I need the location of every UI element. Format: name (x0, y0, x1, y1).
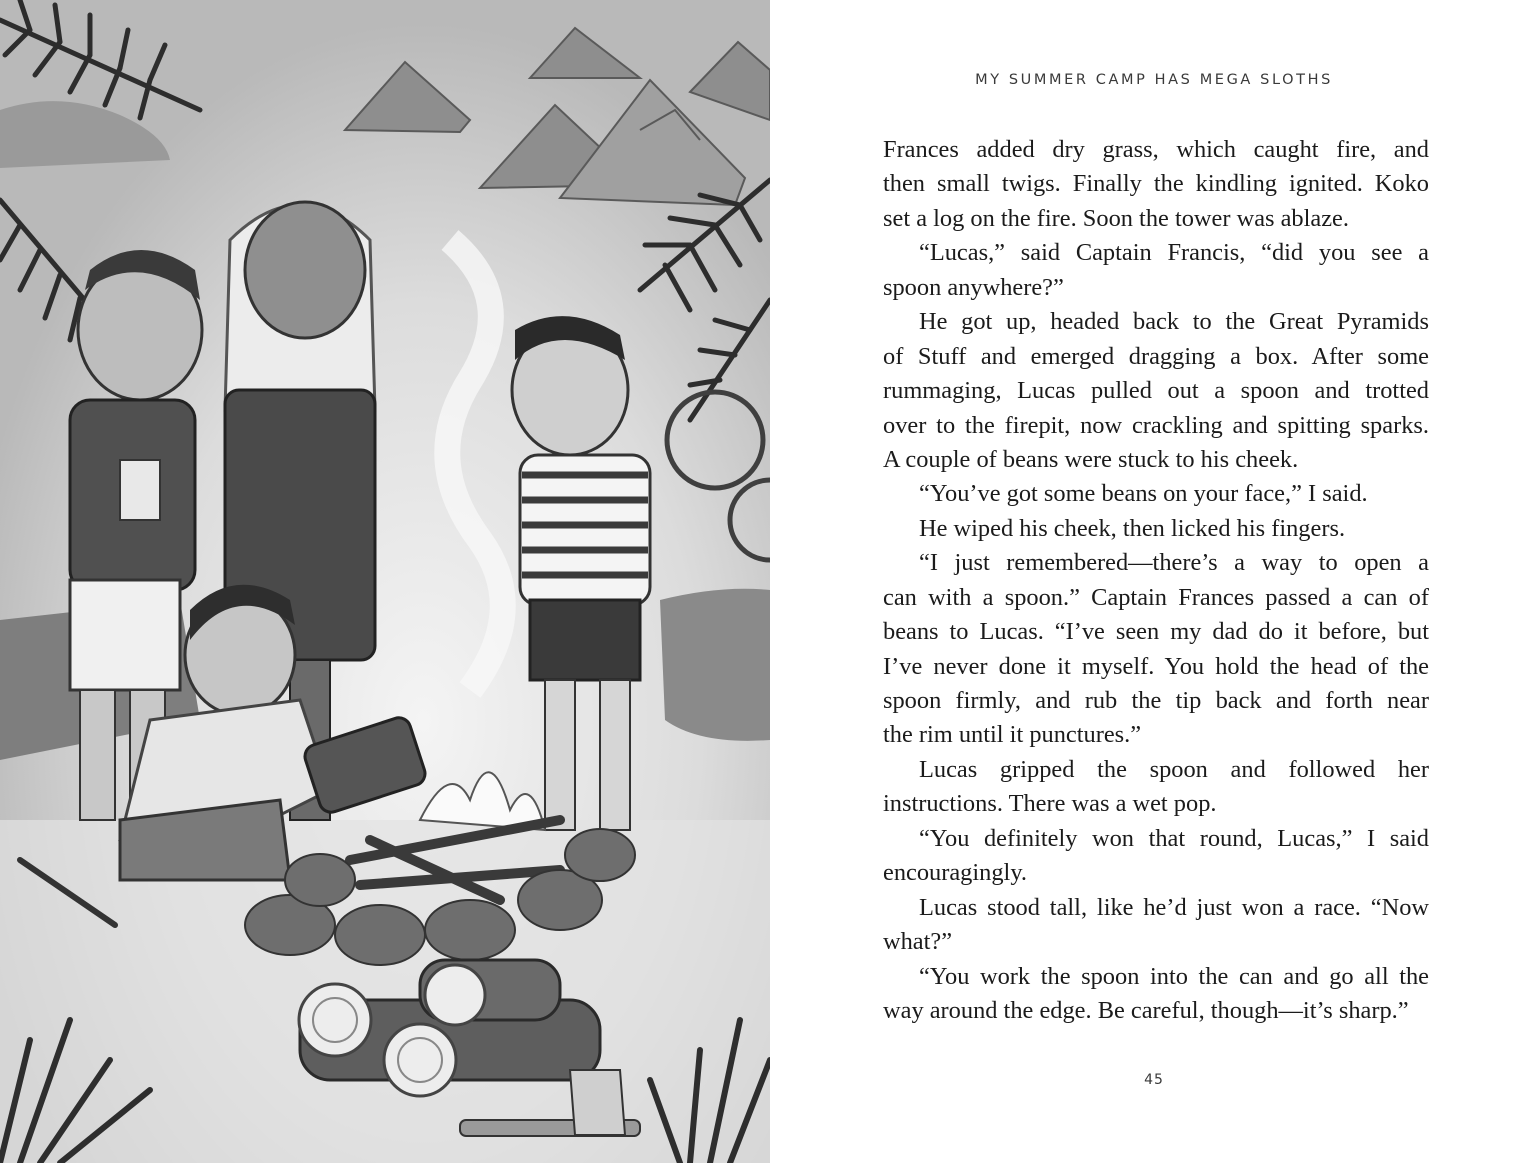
text-line: “You definitely won that round, Lucas,” I said (919, 824, 1429, 852)
text-line: “Lucas,” said Captain Francis, “did you see a (919, 239, 1429, 267)
text-page (770, 0, 1538, 1163)
body-text (883, 133, 1429, 1028)
text-line: rummaging, Lucas pulled out a spoon and trotted (883, 377, 1429, 405)
page-number: 45 (1144, 1072, 1164, 1088)
text-line: Lucas gripped the spoon and followed her (919, 755, 1429, 783)
text-line: over to the firepit, now crackling and spitting sparks. (883, 411, 1429, 439)
text-line: can with a spoon.” Captain Frances passed a can of (883, 583, 1429, 611)
text-line: the rim until it punctures.” (883, 721, 1142, 749)
text-line: Lucas stood tall, like he’d just won a race. “Now (919, 893, 1429, 921)
text-line: He got up, headed back to the Great Pyramids (919, 308, 1429, 336)
running-head: MY SUMMER CAMP HAS MEGA SLOTHS (975, 72, 1333, 88)
text-line: instructions. There was a wet pop. (883, 790, 1217, 818)
text-line: “I just remembered—there’s a way to open a (919, 549, 1429, 577)
ground (0, 820, 770, 1163)
text-line: I’ve never done it myself. You hold the head of the (883, 652, 1429, 680)
text-line: He wiped his cheek, then licked his fingers. (919, 514, 1346, 542)
text-line: encouragingly. (883, 859, 1028, 887)
text-line: A couple of beans were stuck to his cheek. (883, 445, 1299, 473)
text-line: what?” (883, 928, 953, 956)
text-line: spoon anywhere?” (883, 273, 1064, 301)
text-line: of Stuff and emerged dragging a box. After some (883, 342, 1429, 370)
text-line: spoon firmly, and rub the tip back and forth near (883, 687, 1429, 714)
text-line: Frances added dry grass, which caught fire, and (883, 136, 1429, 163)
text-line: set a log on the fire. Soon the tower was ablaze. (883, 204, 1349, 232)
text-line: beans to Lucas. “I’ve seen my dad do it before, but (883, 618, 1429, 646)
text-line: “You’ve got some beans on your face,” I said. (919, 480, 1368, 508)
log-right (660, 589, 770, 741)
text-line: “You work the spoon into the can and go all the (919, 962, 1429, 990)
text-line: way around the edge. Be careful, though—it’s sharp.” (883, 996, 1409, 1024)
text-line: then small twigs. Finally the kindling ignited. Koko (883, 170, 1429, 198)
